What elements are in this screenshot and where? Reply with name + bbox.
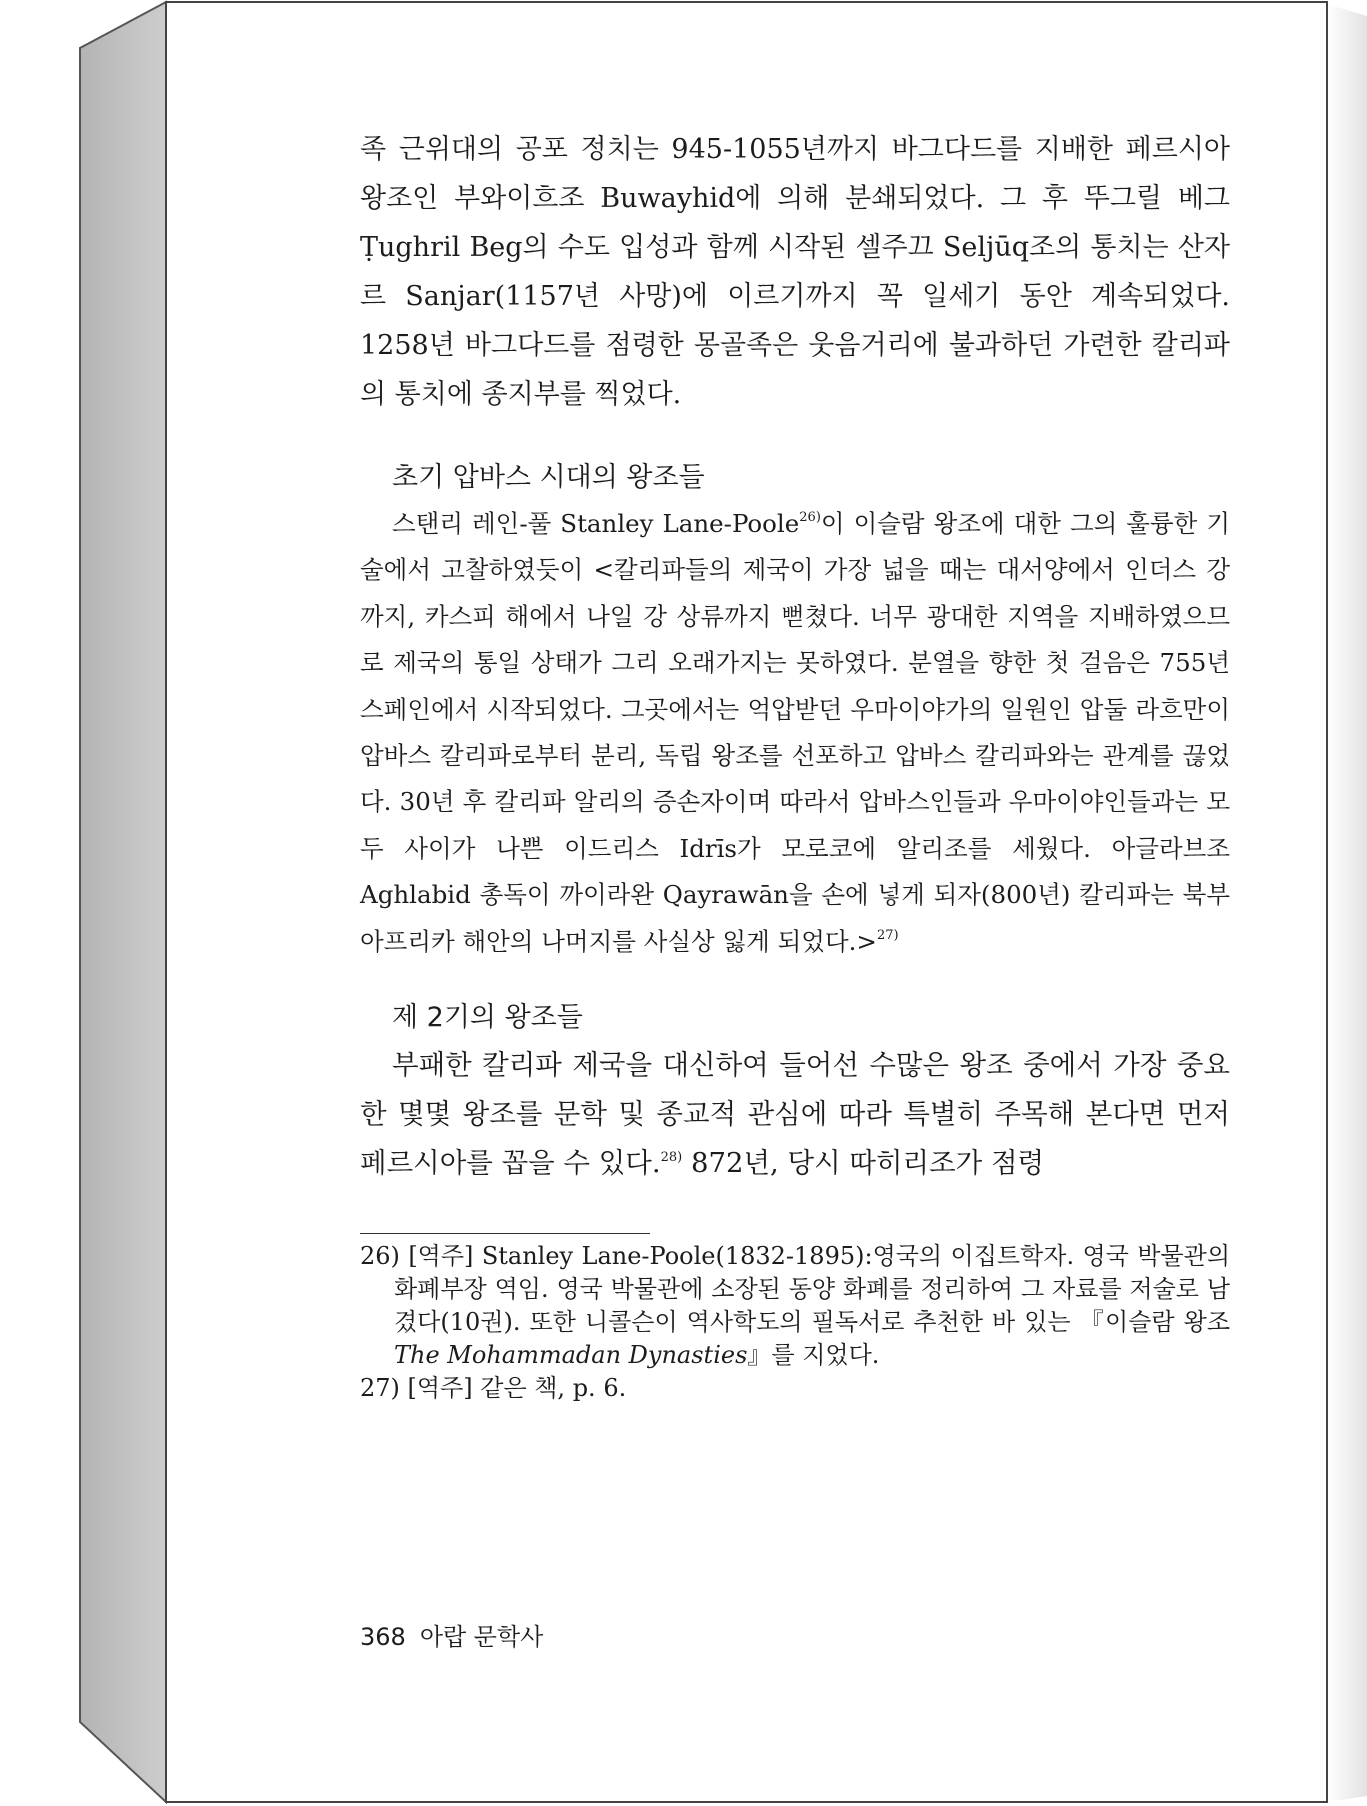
paragraph-text: 부패한 칼리파 제국을 대신하여 들어선 수많은 왕조 중에서 가장 중요한 몇몇 왕조를 문학 및 종교적 관심에 따라 특별히 주목해 본다면 먼저 페르시아를 꼽을 수 있다. bbox=[360, 1049, 1230, 1180]
book-spine bbox=[80, 2, 166, 1802]
footnote-marker-26[interactable]: 26) bbox=[799, 510, 821, 525]
page-number: 368 bbox=[360, 1623, 406, 1651]
footnote-divider bbox=[360, 1233, 650, 1234]
paragraph-text: 스탠리 레인-풀 Stanley Lane-Poole bbox=[392, 509, 800, 538]
page-footer bbox=[360, 1617, 557, 1652]
section-heading-early-abbasid: 초기 압바스 시대의 왕조들 bbox=[392, 462, 705, 493]
paragraph-text: 872년, 당시 따히리조가 점령 bbox=[682, 1147, 1045, 1180]
footnote-26-text: 26) [역주] Stanley Lane-Poole(1832-1895):영국의 이집트학자. 영국 박물관의 화폐부장 역임. 영국 박물관에 소장된 동양 화폐를 정리하여 그 자료를 저술로 남겼다(10권). 또한 니콜슨이 역사학도의 필독서로 추천한 바 있는 『이슬람 왕조 bbox=[360, 1242, 1230, 1337]
body-paragraph-1 bbox=[360, 125, 1230, 419]
footnote-marker-28[interactable]: 28) bbox=[660, 1150, 683, 1166]
body-paragraph-3 bbox=[360, 1041, 1230, 1188]
paragraph-text: 족 근위대의 공포 정치는 945-1055년까지 바그다드를 지배한 페르시아 왕조인 부와이흐조 Buwayhid에 의해 분쇄되었다. 그 후 뚜그릴 베그 Ṭughril Beg의 수도 입성과 함께 시작된 셀주끄 Seljūq조의 통치는 산자르 Sanjar(1157년 사망)에 이르기까지 꼭 일세기 동안 계속되었다. 1258년 바그다드를 점령한 몽골족은 웃음거리에 불과하던 가련한 칼리파의 통치에 종지부를 찍었다. bbox=[360, 134, 1230, 410]
footnote-marker-27[interactable]: 27) bbox=[876, 927, 899, 943]
page-content bbox=[360, 125, 1230, 1405]
footnote-26 bbox=[360, 1240, 1230, 1372]
section-heading-second-period: 제 2기의 왕조들 bbox=[392, 1002, 583, 1034]
footnote-26-book-title: The Mohammadan Dynasties bbox=[394, 1341, 748, 1370]
footnote-27: 27) [역주] 같은 책, p. 6. bbox=[360, 1374, 627, 1403]
footnotes bbox=[360, 1240, 1230, 1405]
footnote-26-text-end: 』를 지었다. bbox=[747, 1341, 880, 1370]
paragraph-text: 이 이슬람 왕조에 대한 그의 훌륭한 기술에서 고찰하였듯이 <칼리파들의 제국이 가장 넓을 때는 대서양에서 인더스 강까지, 카스피 해에서 나일 강 상류까지 뻗쳤다. 너무 광대한 지역을 지배하였으므로 제국의 통일 상태가 그리 오래가지는 못하였다. 분열을 향한 첫 걸음은 755년 스페인에서 시작되었다. 그곳에서는 억압받던 우마이야가의 일원인 압둘 라흐만이 압바스 칼리파로부터 분리, 독립 왕조를 선포하고 압바스 칼리파와는 관계를 끊었다. 30년 후 칼리파 알리의 증손자이며 따라서 압바스인들과 우마이야인들과는 모두 사이가 나쁜 이드리스 Idrīs가 모로코에 알리조를 세웠다. 아글라브조 Aghlabid 총독이 까이라완 Qayrawān을 손에 넣게 되자(800년) 칼리파는 북부 아프리카 해안의 나머지를 사실상 잃게 되었다.> bbox=[360, 509, 1230, 956]
body-paragraph-2 bbox=[360, 501, 1230, 965]
running-book-title: 아랍 문학사 bbox=[419, 1623, 544, 1651]
book-right-edge bbox=[1327, 4, 1367, 1802]
